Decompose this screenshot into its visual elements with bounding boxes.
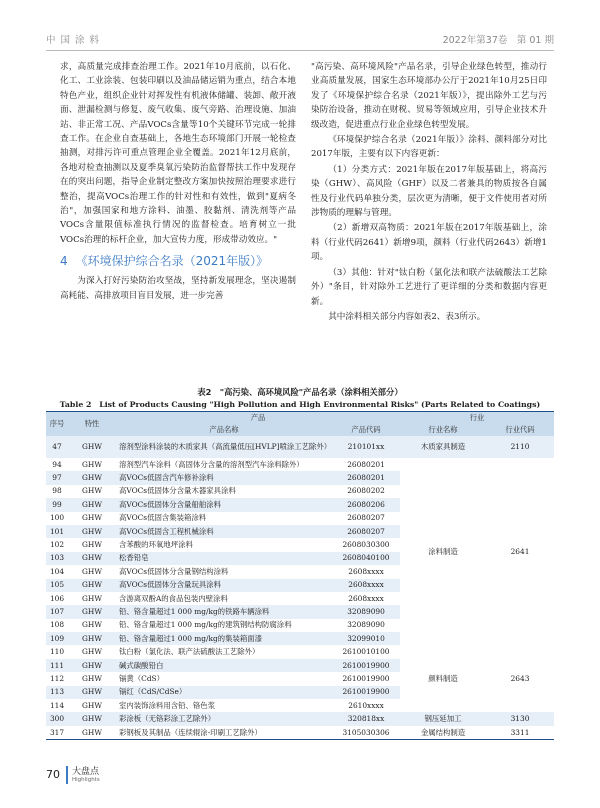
- cell-code: 2610xxxx: [332, 699, 400, 712]
- cell-code: 26080207: [332, 525, 400, 538]
- cell-attr: GHW: [68, 436, 116, 458]
- cell-attr: GHW: [68, 579, 116, 592]
- cell-attr: GHW: [68, 712, 116, 725]
- header-industry-code: 行业代码: [486, 424, 554, 436]
- cell-code: 26080207: [332, 512, 400, 525]
- cell-no: 105: [46, 579, 68, 592]
- right-paragraph: （2）新增双高物质：2021年版在2017年版基础上，涂料（行业代码2641）新增9项，颜料（行业代码2643）新增1项。: [311, 223, 547, 263]
- journal-name: 中 国 涂 料: [46, 35, 101, 46]
- column-name: 大盘点: [72, 767, 100, 777]
- cell-name: 彩涂板（无铬彩涂工艺除外）: [116, 712, 332, 725]
- cell-code: 26080201: [332, 458, 400, 471]
- table-row: [46, 436, 554, 458]
- header-rule: [46, 50, 554, 51]
- section-heading: [60, 253, 296, 269]
- cell-attr: GHW: [68, 645, 116, 658]
- table-body: [46, 436, 554, 740]
- cell-no: 110: [46, 645, 68, 658]
- cell-code: 2608040100: [332, 552, 400, 565]
- cell-code: 2608xxxx: [332, 579, 400, 592]
- cell-attr: GHW: [68, 498, 116, 511]
- cell-attr: GHW: [68, 632, 116, 645]
- cell-no: 101: [46, 525, 68, 538]
- cell-code: 2610019900: [332, 686, 400, 699]
- cell-no: 317: [46, 726, 68, 740]
- cell-no: 103: [46, 552, 68, 565]
- cell-no: 108: [46, 619, 68, 632]
- cell-name: 高VOCs低固体分含量钢结构涂料: [116, 565, 332, 578]
- cell-attr: GHW: [68, 699, 116, 712]
- cell-no: 104: [46, 565, 68, 578]
- table-row: [46, 726, 554, 740]
- cell-code: 2610010100: [332, 645, 400, 658]
- right-paragraph: （3）其他：针对"钛白粉（氯化法和联产法硫酸法工艺除外）"条目，针对除外工艺进行了更详细的分类和数据内容更新。: [311, 267, 547, 307]
- cell-attr: GHW: [68, 565, 116, 578]
- cell-attr: GHW: [68, 672, 116, 685]
- cell-attr: GHW: [68, 659, 116, 672]
- cell-code: 320818xx: [332, 712, 400, 725]
- cell-no: 47: [46, 436, 68, 458]
- cell-industry-name: 钢压延加工: [400, 712, 486, 725]
- cell-industry-name: 涂料制造: [400, 458, 486, 645]
- header-industry: 行业: [400, 412, 554, 425]
- cell-industry-name: 颜料制造: [400, 645, 486, 712]
- cell-attr: GHW: [68, 485, 116, 498]
- cell-no: 100: [46, 512, 68, 525]
- cell-name: 室内装饰涂料用含铅、铬色浆: [116, 699, 332, 712]
- right-paragraph: （1）分类方式：2021年版在2017年版基础上，将高污染（GHW）、高风险（GHF）以及二者兼具的物质按各自属性及行业代码单独分类，层次更为清晰，便于文件使用者对所涉物质的理解与管理。: [311, 164, 547, 219]
- header-attr: 特性: [68, 412, 116, 437]
- left-column: [60, 60, 296, 303]
- table-caption-cn: 表2 "高污染、高环境风险"产品名录（涂料相关部分）: [197, 387, 403, 397]
- cell-attr: GHW: [68, 726, 116, 740]
- header-product-name: 产品名称: [116, 424, 332, 436]
- cell-name: 镉黄（CdS）: [116, 672, 332, 685]
- table-caption-en: Table 2 List of Products Causing "High Pollution and High Environmental Risks" (Parts Related to Coatings): [59, 400, 541, 409]
- cell-code: 32089090: [332, 605, 400, 618]
- cell-attr: GHW: [68, 592, 116, 605]
- cell-name: 溶剂型涂料涂装的木质家具（高流量低压[HVLP]喷涂工艺除外）: [116, 436, 332, 458]
- table-row: [46, 458, 554, 471]
- cell-name: 高VOCs低固含汽车修补涂料: [116, 471, 332, 484]
- cell-no: 109: [46, 632, 68, 645]
- cell-code: 2608030300: [332, 538, 400, 551]
- cell-industry-name: 金属结构制造: [400, 726, 486, 740]
- section-number: 4: [60, 254, 68, 269]
- cell-name: 松香铅皂: [116, 552, 332, 565]
- cell-industry-name: 木质家具制造: [400, 436, 486, 458]
- cell-attr: GHW: [68, 538, 116, 551]
- right-paragraph: 《环境保护综合名录（2021年版）》涂料、颜料部分对比2017年版，主要有以下内容更新：: [311, 135, 547, 160]
- cell-attr: GHW: [68, 525, 116, 538]
- cell-code: 26080206: [332, 498, 400, 511]
- cell-code: 2608xxxx: [332, 592, 400, 605]
- cell-code: 32089090: [332, 619, 400, 632]
- cell-name: 彩钢板及其制品（连续辊涂-印刷工艺除外）: [116, 726, 332, 740]
- cell-attr: GHW: [68, 605, 116, 618]
- cell-name: 含游离双酚A的食品包装内壁涂料: [116, 592, 332, 605]
- cell-attr: GHW: [68, 686, 116, 699]
- cell-name: 含苯酸的环氧地坪涂料: [116, 538, 332, 551]
- table-row: [46, 645, 554, 658]
- cell-code: 26080202: [332, 485, 400, 498]
- header-product: 产品: [116, 412, 400, 425]
- cell-name: 高VOCs低固体分含量船舶涂料: [116, 498, 332, 511]
- cell-no: 107: [46, 605, 68, 618]
- right-paragraph: "高污染、高环境风险"产品名录，引导企业绿色转型，推动行业高质量发展，国家生态环境部办公厅于2021年10月25日印发了《环境保护综合名录（2021年版）》，提出除外工艺与污染防治设备，推动在财税、贸易等领域应用，引导企业技术升级改造，促进重点行业企业绿色转型发展。: [311, 62, 547, 130]
- cell-name: 高VOCs低固含集装箱涂料: [116, 512, 332, 525]
- cell-name: 碱式碳酸铅白: [116, 659, 332, 672]
- cell-no: 112: [46, 672, 68, 685]
- cell-no: 102: [46, 538, 68, 551]
- cell-no: 99: [46, 498, 68, 511]
- cell-attr: GHW: [68, 458, 116, 471]
- header-no: 序号: [46, 412, 68, 437]
- cell-no: 106: [46, 592, 68, 605]
- cell-code: 2610019900: [332, 659, 400, 672]
- cell-name: 铅、铬含量超过1 000 mg/kg的建筑钢结构防腐涂料: [116, 619, 332, 632]
- cell-no: 97: [46, 471, 68, 484]
- cell-name: 镉红（CdS/CdSe）: [116, 686, 332, 699]
- cell-industry-code: 2641: [486, 458, 554, 645]
- right-paragraph: 其中涂料相关部分内容如表2、表3所示。: [328, 311, 486, 322]
- cell-code: 2610019900: [332, 672, 400, 685]
- cell-attr: GHW: [68, 512, 116, 525]
- cell-code: 26080201: [332, 471, 400, 484]
- header-product-code: 产品代码: [332, 424, 400, 436]
- cell-attr: GHW: [68, 619, 116, 632]
- cell-name: 高VOCs低固体分含量玩具涂料: [116, 579, 332, 592]
- issue-info: 2022年第37卷 第 01 期: [442, 35, 554, 46]
- cell-code: 2608xxxx: [332, 565, 400, 578]
- cell-attr: GHW: [68, 552, 116, 565]
- footer-divider: [66, 766, 68, 784]
- column-name-en: Highlights: [72, 777, 100, 783]
- cell-no: 113: [46, 686, 68, 699]
- left-paragraph-after-heading: 为深入打好污染防治攻坚战，坚持新发展理念，坚决遏制高耗能、高排放项目盲目发展，进一步完善: [60, 276, 296, 301]
- cell-code: 210101xx: [332, 436, 400, 458]
- cell-no: 300: [46, 712, 68, 725]
- cell-name: 高VOCs低固体分含量木器家具涂料: [116, 485, 332, 498]
- section-title: 《环境保护综合名录（2021年版）》: [75, 254, 269, 269]
- page-number: 70: [46, 768, 60, 781]
- cell-industry-code: 2643: [486, 645, 554, 712]
- cell-industry-code: 2110: [486, 436, 554, 458]
- cell-no: 111: [46, 659, 68, 672]
- page-header: [46, 30, 554, 48]
- left-paragraph: 求，高质量完成排查治理工作。2021年10月底前，以石化、化工、工业涂装、包装印刷以及油品储运销为重点，结合本地特色产业，组织企业针对挥发性有机液体储罐、装卸、敞开液面、泄漏检测与修复、废气收集、废气旁路、治理设施、加油站、非正常工况、产品VOCs含量等10个关键环节完成一轮排查工作。在企业自查基础上，各地生态环境部门开展一轮检查抽测，对排污许可重点管理企业全覆盖。2021年12月底前，各地对检查抽测以及夏季臭氧污染防治监督帮扶工作中发现存在的突出问题，指导企业制定整改方案加快按照治理要求进行整治，提高VOCs治理工作的针对性和有效性，做到"夏病冬治"，加强国家和地方涂料、油墨、胶黏剂、清洗剂等产品VOCs含量限值标准执行情况的监督检查。培育树立一批VOCs治理的标杆企业，加大宣传力度，形成带动效应。": [60, 62, 296, 245]
- cell-no: 98: [46, 485, 68, 498]
- cell-no: 94: [46, 458, 68, 471]
- header-industry-name: 行业名称: [400, 424, 486, 436]
- cell-name: 钛白粉（氯化法、联产法硫酸法工艺除外）: [116, 645, 332, 658]
- table-row: [46, 712, 554, 725]
- cell-name: 铅、铬含量超过1 000 mg/kg的铁路车辆涂料: [116, 605, 332, 618]
- cell-name: 溶剂型汽车涂料（高固体分含量的溶剂型汽车涂料除外）: [116, 458, 332, 471]
- cell-industry-code: 3311: [486, 726, 554, 740]
- cell-code: 32099010: [332, 632, 400, 645]
- cell-industry-code: 3130: [486, 712, 554, 725]
- cell-no: 114: [46, 699, 68, 712]
- cell-name: 铅、铬含量超过1 000 mg/kg的集装箱面漆: [116, 632, 332, 645]
- products-table: [46, 411, 554, 740]
- cell-name: 高VOCs低固含工程机械涂料: [116, 525, 332, 538]
- right-column: [311, 60, 547, 324]
- cell-code: 3105030306: [332, 726, 400, 740]
- cell-attr: GHW: [68, 471, 116, 484]
